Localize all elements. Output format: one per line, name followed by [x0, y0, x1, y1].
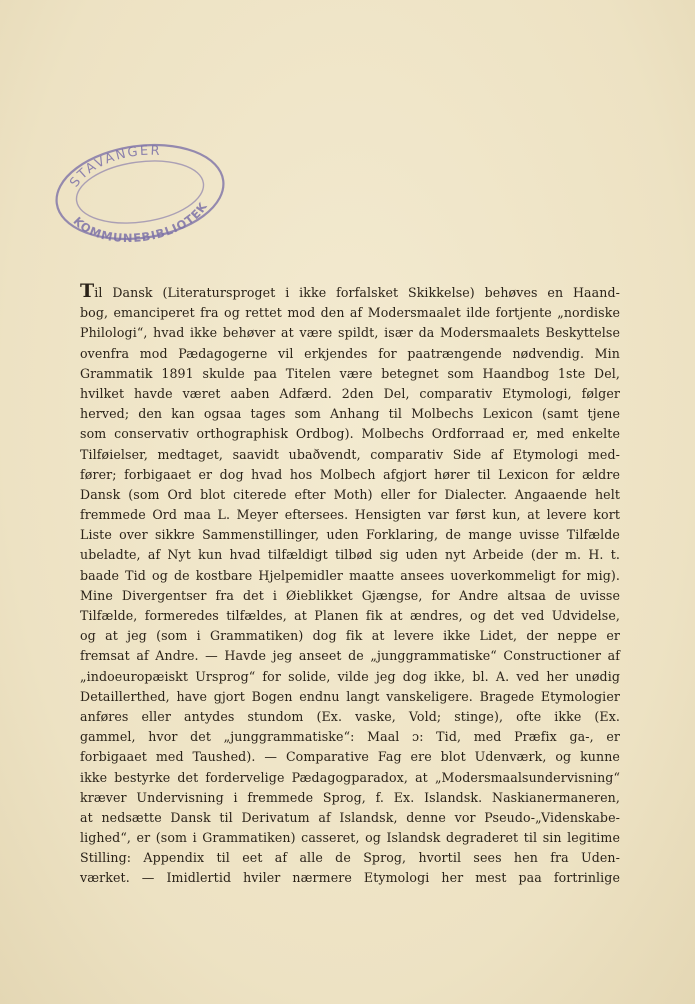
text-line [80, 848, 620, 868]
text-line [80, 404, 620, 424]
text-line [80, 485, 620, 505]
text-line [80, 566, 620, 586]
text-line-content: herved; den kan ogsaa tages som Anhang til Molbechs Lexicon (samt tjene [80, 406, 620, 422]
text-line [80, 280, 620, 303]
text-line [80, 364, 620, 384]
text-line-content: „indoeuropæiskt Ursprog“ for solide, vilde jeg dog ikke, bl. A. ved her unødig [80, 668, 620, 684]
text-line [80, 868, 620, 888]
text-line [80, 727, 620, 747]
text-line [80, 646, 620, 666]
text-line-content: Mine Divergentser fra det i Øieblikket Gjængse, for Andre altsaa de uvisse [80, 587, 620, 603]
text-line-content: kræver Undervisning i fremmede Sprog, f. Ex. Islandsk. Naskianermaneren, [80, 789, 620, 805]
text-line-content: forbigaaet med Taushed). — Comparative Fag ere blot Udenværk, og kunne [80, 749, 620, 765]
text-line-content: Stilling: Appendix til eet af alle de Sprog, hvortil sees hen fra Uden- [80, 850, 620, 866]
text-line-content: baade Tid og de kostbare Hjelpemidler maatte ansees uoverkommeligt for mig). [80, 567, 620, 583]
text-line-content: bog, emanciperet fra og rettet mod den af Modersmaalet ilde fortjente „nordiske [80, 305, 620, 321]
text-line-content: og at jeg (som i Grammatiken) dog fik at levere ikke Lidet, der neppe er [80, 628, 620, 644]
text-line [80, 828, 620, 848]
text-line [80, 808, 620, 828]
text-line-content: Philologi“, hvad ikke behøver at være spildt, især da Modersmaalets Beskyttelse [80, 325, 620, 341]
text-line-content: at nedsætte Dansk til Derivatum af Islandsk, denne vor Pseudo-„Videnskabe- [80, 809, 620, 825]
body-paragraph [80, 280, 620, 889]
text-line [80, 525, 620, 545]
text-line-content: Tilfælde, formeredes tilfældes, at Planen fik at ændres, og det ved Udvidelse, [80, 608, 620, 623]
text-line-content: fremmede Ord maa L. Meyer eftersees. Hensigten var først kun, at levere kort [80, 507, 620, 523]
text-line [80, 545, 620, 565]
text-line-content: fører; forbigaaet er dog hvad hos Molbech afgjort hører til Lexicon for ældre [80, 466, 620, 482]
text-line [80, 505, 620, 525]
text-line [80, 788, 620, 808]
text-line-content: anføres eller antydes stundom (Ex. vaske, Vold; stinge), ofte ikke (Ex. [80, 708, 620, 724]
text-line [80, 323, 620, 343]
text-line [80, 687, 620, 707]
text-line [80, 606, 620, 626]
text-line-content: gammel, hvor det „junggrammatiske“: Maal ɔ: Tid, med Præfix ga-, er [80, 729, 620, 745]
text-line [80, 586, 620, 606]
text-line [80, 465, 620, 485]
text-line [80, 626, 620, 646]
text-line-content: hvilket havde været aaben Adfærd. 2den Del, comparativ Etymologi, følger [80, 385, 620, 401]
text-line-content: il Dansk (Literatursproget i ikke forfalsket Skikkelse) behøves en Haand- [94, 285, 620, 300]
library-stamp [50, 140, 230, 245]
text-line-content: Dansk (som Ord blot citerede efter Moth) eller for Dialecter. Angaaende helt [80, 486, 620, 502]
text-line [80, 424, 620, 444]
text-line-content: ovenfra mod Pædagogerne vil erkjendes for paatrængende nødvendig. Min [80, 345, 620, 361]
text-line [80, 445, 620, 465]
text-line [80, 667, 620, 687]
initial-letter: T [80, 280, 95, 302]
text-line [80, 303, 620, 323]
text-line-content: Grammatik 1891 skulde paa Titelen være betegnet som Haandbog 1ste Del, [80, 365, 620, 381]
stamp-top-text: STAVANGER [67, 143, 162, 191]
stamp-seal-graphic [50, 140, 230, 245]
text-line [80, 384, 620, 404]
text-line-content: lighed“, er (som i Grammatiken) casseret, og Islandsk degraderet til sin legitime [80, 830, 620, 846]
text-line-content: ikke bestyrke det fordervelige Pædagogparadox, at „Modersmaalsundervisning“ [80, 769, 620, 785]
text-line [80, 768, 620, 788]
text-line-content: ubeladte, af Nyt kun hvad tilfældigt tilbød sig uden nyt Arbeide (der m. H. t. [80, 547, 620, 563]
stamp-bottom-text: KOMMUNEBIBLIOTEK [70, 199, 211, 245]
text-line [80, 707, 620, 727]
text-line-content: som conservativ orthographisk Ordbog). Molbechs Ordforraad er, med enkelte [80, 426, 620, 442]
text-line-content: Liste over sikkre Sammenstillinger, uden Forklaring, de mange uvisse Tilfælde [80, 527, 620, 543]
text-line-content: Detaillerthed, have gjort Bogen endnu langt vanskeligere. Bragede Etymologier [80, 688, 620, 704]
text-line-content: Tilføielser, medtaget, saavidt ubaðvendt, comparativ Side af Etymologi med- [80, 446, 620, 462]
text-line [80, 344, 620, 364]
text-line-content: fremsat af Andre. — Havde jeg anseet de „junggrammatiske“ Constructioner af [80, 648, 620, 664]
text-line-content: værket. — Imidlertid hviler nærmere Etymologi her mest paa fortrinlige [80, 870, 620, 886]
text-line [80, 747, 620, 767]
